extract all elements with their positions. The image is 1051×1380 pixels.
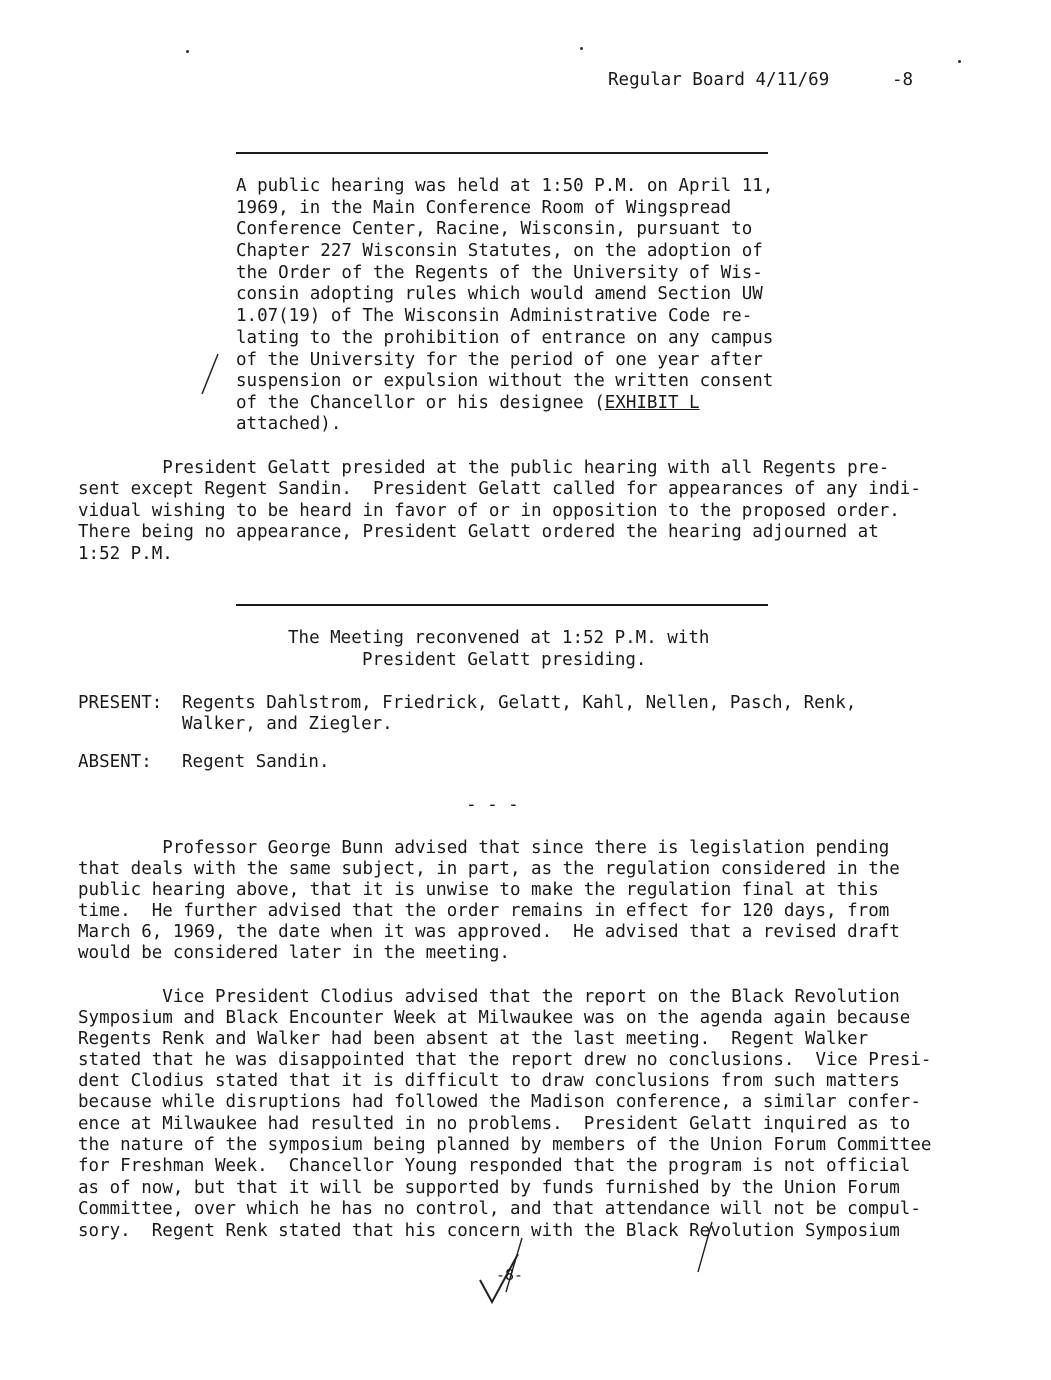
paragraph-line: because while disruptions had followed the Madison conference, a similar confer- <box>78 1092 921 1112</box>
hearing-line: of the University for the period of one year after <box>236 350 763 370</box>
hearing-line: suspension or expulsion without the written consent <box>236 371 774 391</box>
paragraph-line: Professor George Bunn advised that since there is legislation pending <box>78 838 890 858</box>
paragraph-line: for Freshman Week. Chancellor Young responded that the program is not official <box>78 1156 911 1176</box>
paragraph-line: sent except Regent Sandin. President Gelatt called for appearances of any indi- <box>78 479 921 499</box>
hearing-line: 1969, in the Main Conference Room of Wingspread <box>236 198 732 218</box>
paragraph-line: sory. Regent Renk stated that his concern with the Black Revolution Symposium <box>78 1221 900 1241</box>
divider-middle <box>236 604 768 606</box>
hearing-line: A public hearing was held at 1:50 P.M. on April 11, <box>236 176 774 196</box>
margin-check-mark <box>196 350 226 398</box>
hearing-line: the Order of the Regents of the University of Wis- <box>236 263 763 283</box>
hearing-line-text: of the Chancellor or his designee ( <box>236 393 605 413</box>
paragraph-line: dent Clodius stated that it is difficult to draw conclusions from such matters <box>78 1071 900 1091</box>
paragraph-line: the nature of the symposium being planned by members of the Union Forum Committee <box>78 1135 932 1155</box>
paragraph-line: ence at Milwaukee had resulted in no problems. President Gelatt inquired as to <box>78 1114 911 1134</box>
hearing-line: Conference Center, Racine, Wisconsin, pursuant to <box>236 219 753 239</box>
scan-speck <box>958 60 961 63</box>
exhibit-reference: EXHIBIT L <box>604 393 700 413</box>
hearing-line: 1.07(19) of The Wisconsin Administrative Code re- <box>236 306 753 326</box>
paragraph-line: public hearing above, that it is unwise to make the regulation final at this <box>78 880 879 900</box>
reconvened-line: President Gelatt presiding. <box>362 650 647 670</box>
scan-speck <box>186 50 189 53</box>
section-separator: - - - <box>466 795 519 815</box>
hearing-line: consin adopting rules which would amend Section UW <box>236 284 763 304</box>
handwritten-slash-mark <box>690 1218 720 1278</box>
hearing-line: attached). <box>236 414 342 434</box>
hearing-line: Chapter 227 Wisconsin Statutes, on the adoption of <box>236 241 763 261</box>
absent-label: ABSENT: <box>78 752 152 772</box>
paragraph-line: vidual wishing to be heard in favor of or in opposition to the proposed order. <box>78 501 900 521</box>
divider-top <box>236 152 768 154</box>
paragraph-line: March 6, 1969, the date when it was approved. He advised that a revised draft <box>78 922 900 942</box>
scan-speck <box>580 47 583 50</box>
present-list: Walker, and Ziegler. <box>182 714 393 734</box>
page-number: -8 <box>892 70 914 90</box>
reconvened-line: The Meeting reconvened at 1:52 P.M. with <box>288 628 710 648</box>
paragraph-line: time. He further advised that the order remains in effect for 120 days, from <box>78 901 890 921</box>
footer-page-mark: -8- <box>496 1266 524 1284</box>
present-label: PRESENT: <box>78 693 163 713</box>
paragraph-line: Committee, over which he has no control, and that attendance will not be compul- <box>78 1199 921 1219</box>
paragraph-line: that deals with the same subject, in part, as the regulation considered in the <box>78 859 900 879</box>
paragraph-line: 1:52 P.M. <box>78 544 173 564</box>
paragraph-line: as of now, but that it will be supported by funds furnished by the Union Forum <box>78 1178 900 1198</box>
page-header-title: Regular Board 4/11/69 <box>608 70 830 90</box>
paragraph-line: There being no appearance, President Gelatt ordered the hearing adjourned at <box>78 522 879 542</box>
present-list: Regents Dahlstrom, Friedrick, Gelatt, Kahl, Nellen, Pasch, Renk, <box>182 693 857 713</box>
paragraph-line: President Gelatt presided at the public hearing with all Regents pre- <box>78 458 890 478</box>
paragraph-line: would be considered later in the meeting. <box>78 943 510 963</box>
absent-value: Regent Sandin. <box>182 752 330 772</box>
paragraph-line: Vice President Clodius advised that the report on the Black Revolution <box>78 987 900 1007</box>
paragraph-line: Symposium and Black Encounter Week at Milwaukee was on the agenda again because <box>78 1008 911 1028</box>
hearing-line: lating to the prohibition of entrance on any campus <box>236 328 774 348</box>
paragraph-line: Regents Renk and Walker had been absent at the last meeting. Regent Walker <box>78 1029 869 1049</box>
paragraph-line: stated that he was disappointed that the report drew no conclusions. Vice Presi- <box>78 1050 932 1070</box>
hearing-line <box>236 393 700 414</box>
